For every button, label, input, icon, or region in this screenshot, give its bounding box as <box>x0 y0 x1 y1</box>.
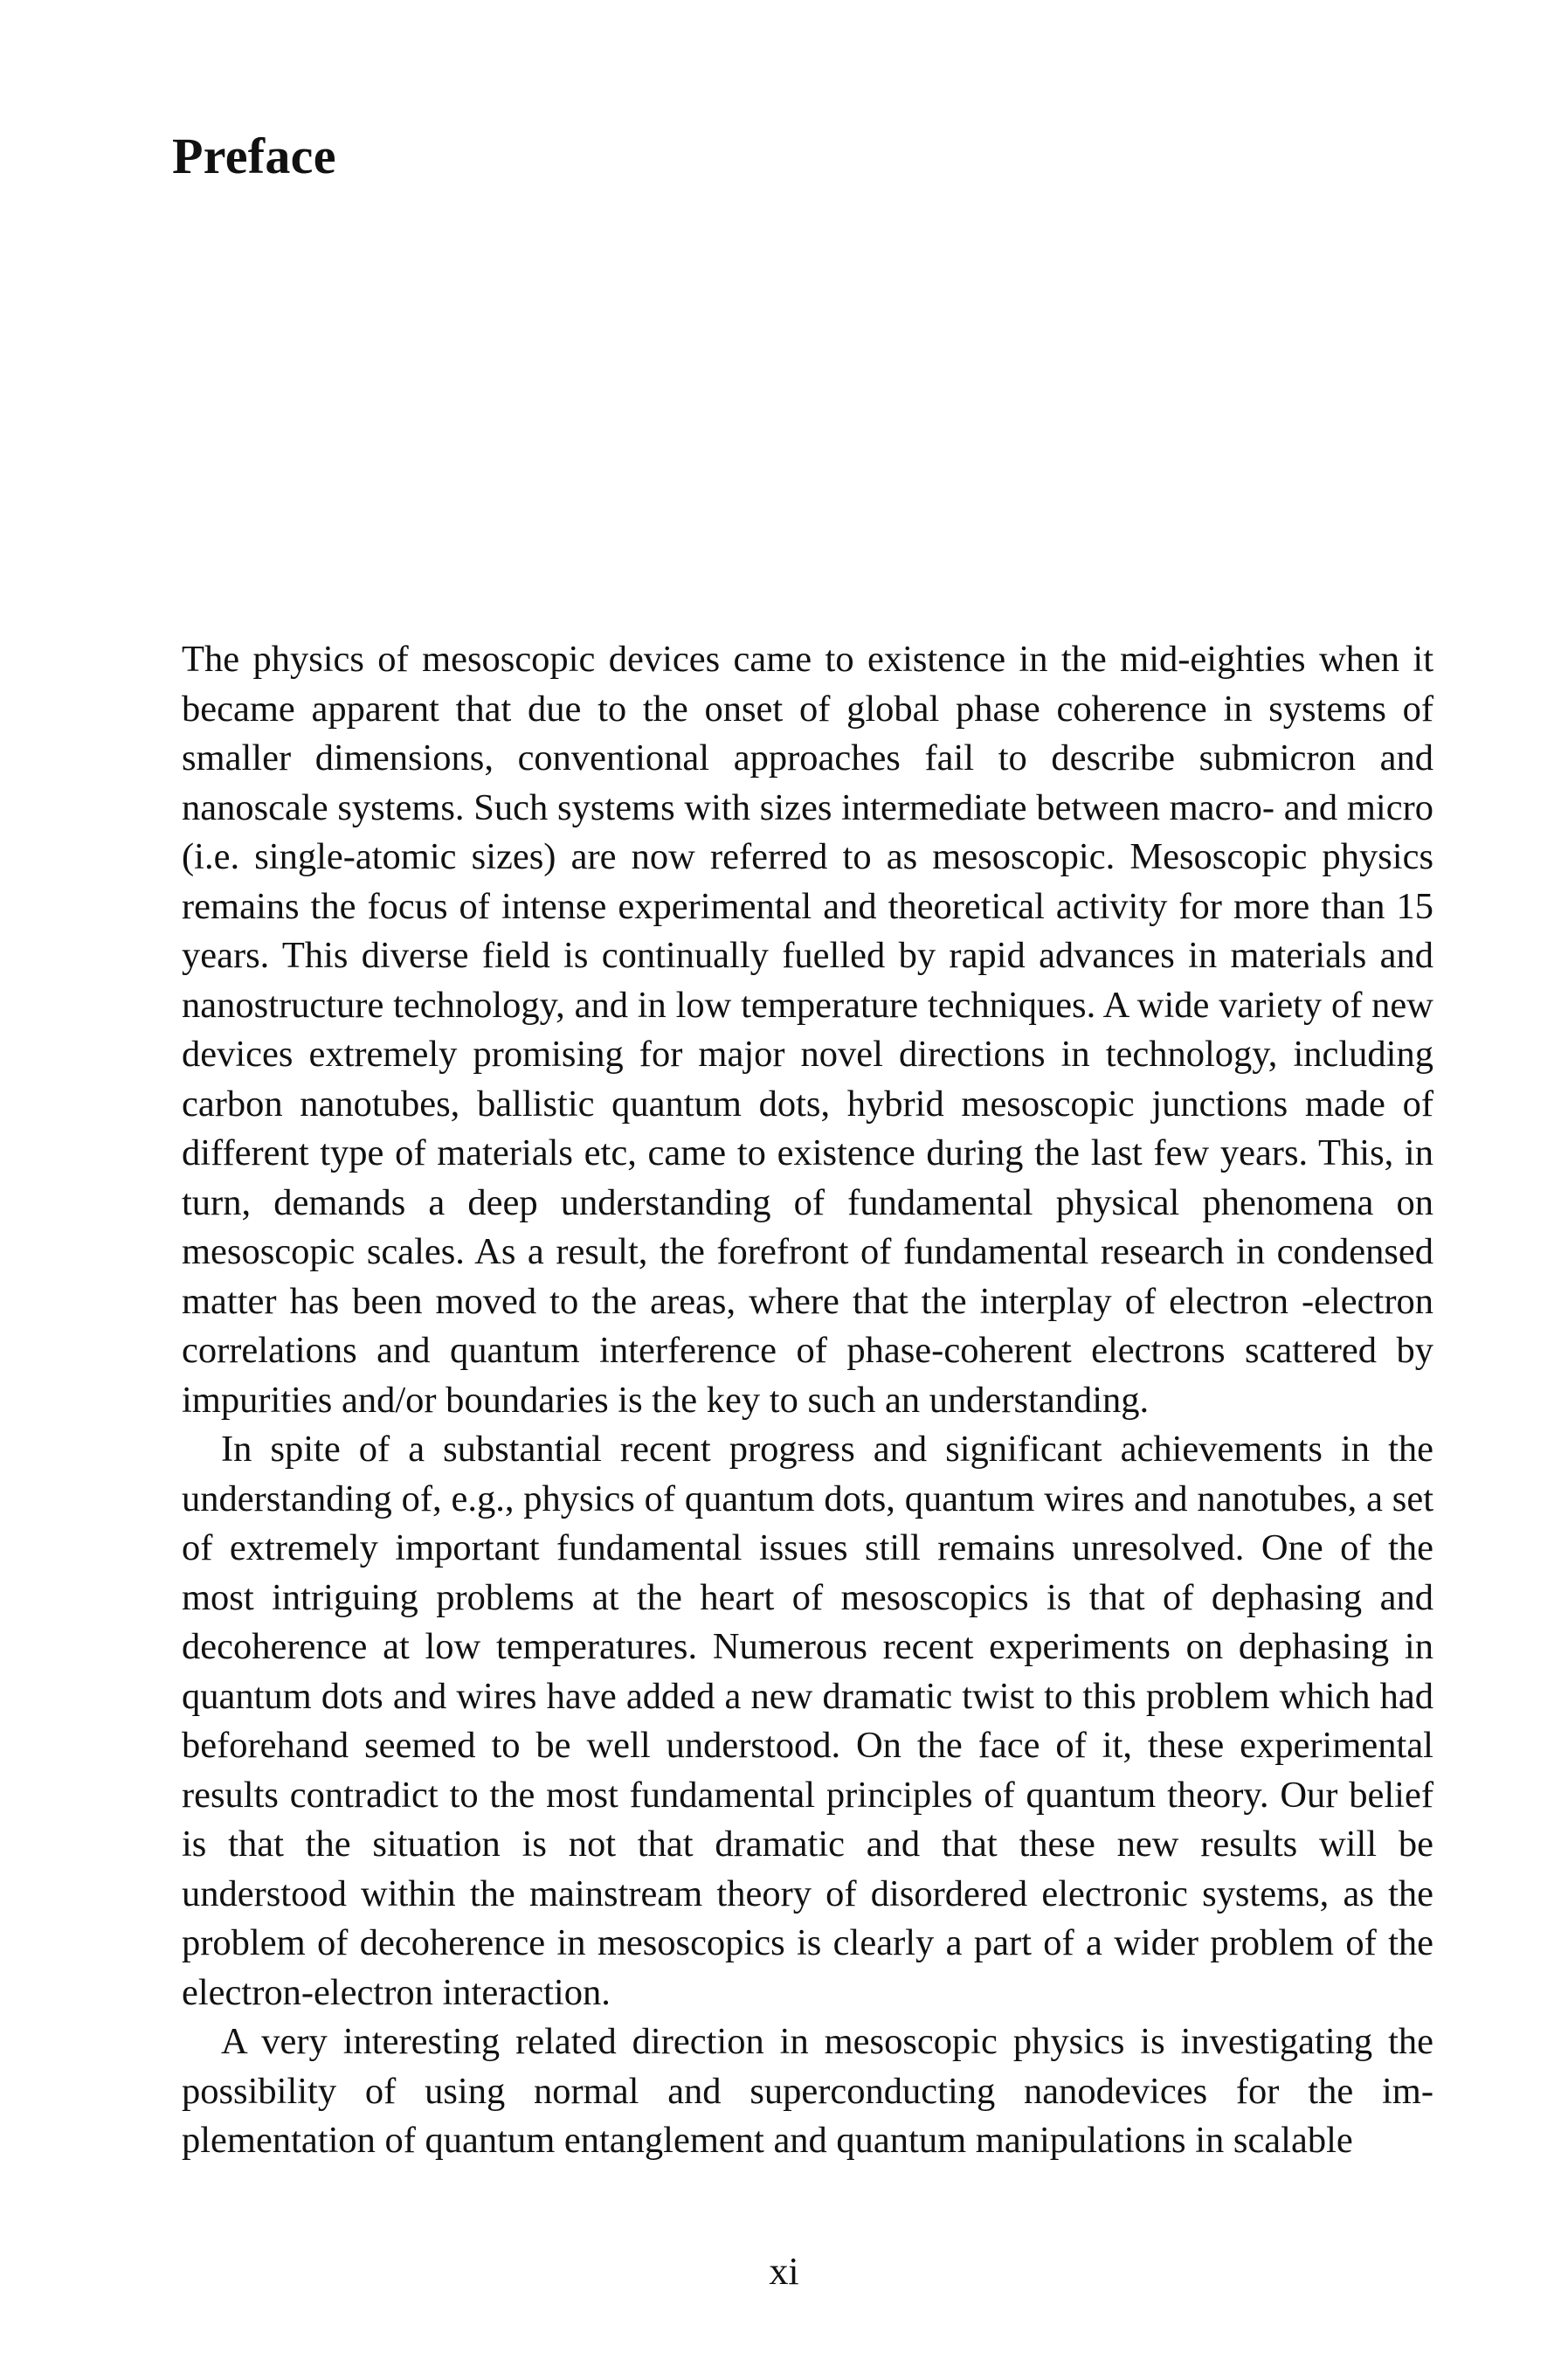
page-title: Preface <box>172 128 336 184</box>
paragraph-1: The physics of mesoscopic devices came to existence in the mid-eighties when it became apparent that due to the onset of global phase coherence in systems of smaller dimensions, conventional approaches fail to describe submicron and nanoscale systems. Such systems with sizes intermediate between macro- and micro (i.e. single-atomic sizes) are now referred to as mesoscopic. Mesoscopic physics remains the focus of intense experimental and theoretical activity for more than 15 years. This diverse field is continually fuelled by rapid advances in materials and nanostructure technology, and in low temperature techniques. A wide variety of new devices extremely promising for major novel directions in technology, including carbon nanotubes, ballistic quantum dots, hybrid mesoscopic junctions made of different type of materials etc, came to existence during the last few years. This, in turn, demands a deep understanding of fundamental physical phenomena on mesoscopic scales. As a result, the forefront of fundamental research in condensed matter has been moved to the areas, where that the interplay of electron -electron correlations and quantum interference of phase-coherent electrons scattered by impurities and/or boundaries is the key to such an understanding. <box>182 639 1433 1421</box>
paragraph-3: A very interesting related direction in mesoscopic physics is investigating the possibility of using normal and superconducting nanodevices for the implementation of quantum entanglement and quantum manipulations in scalable <box>182 2021 1433 2161</box>
paragraph-2: In spite of a substantial recent progress and significant achievements in the understanding of, e.g., physics of quantum dots, quantum wires and nanotubes, a set of extremely important fundamental issues still remains unresolved. One of the most intriguing problems at the heart of mesoscopics is that of dephasing and decoherence at low temperatures. Numerous recent experiments on dephasing in quantum dots and wires have added a new dramatic twist to this problem which had beforehand seemed to be well understood. On the face of it, these experimental results contradict to the most fundamental principles of quantum theory. Our belief is that the situation is not that dramatic and that these new results will be understood within the mainstream theory of disordered electronic systems, as the problem of decoherence in mesoscopics is clearly a part of a wider problem of the electron-electron interaction. <box>182 1429 1433 2013</box>
body-text <box>182 635 1433 2166</box>
page-number: xi <box>769 2250 799 2293</box>
